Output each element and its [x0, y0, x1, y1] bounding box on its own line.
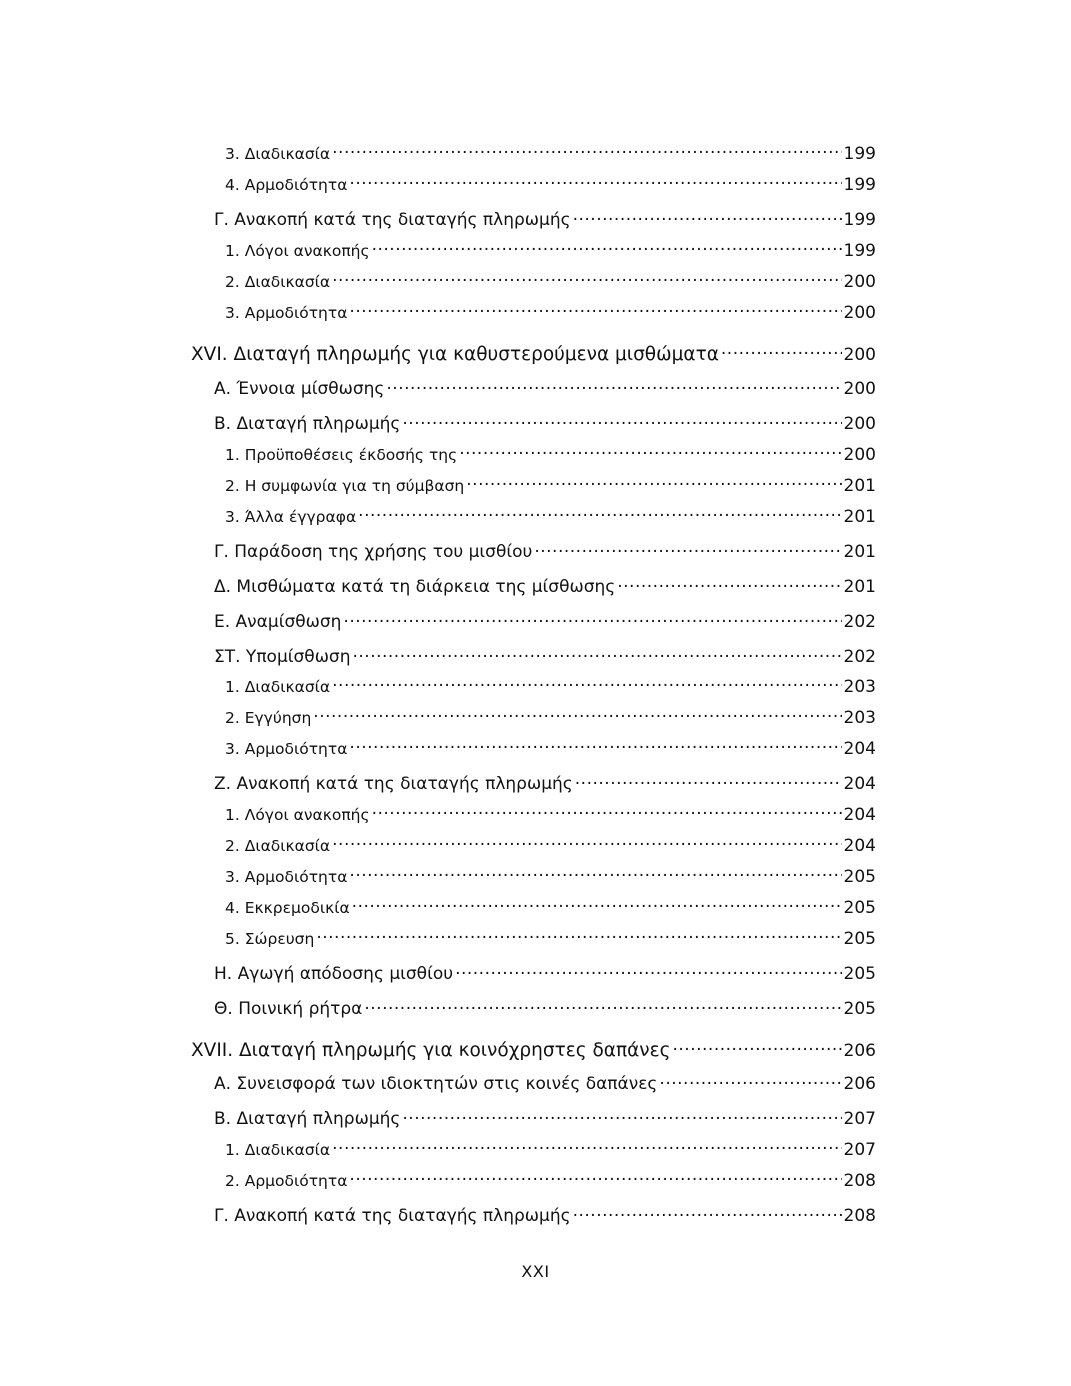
toc-entry-page: 202	[843, 612, 876, 632]
toc-entry-title: XVI. Διαταγή πληρωμής για καθυστερούμενα μισθώματα	[191, 343, 719, 365]
toc-entry-page: 202	[843, 647, 876, 667]
toc-entry-page: 199	[843, 240, 876, 261]
toc-entry-title: 1. Διαδικασία	[225, 677, 331, 696]
toc-entry	[225, 707, 876, 728]
toc-entry	[214, 645, 876, 667]
toc-entry-page: 200	[843, 414, 876, 434]
toc-entry-title: 2. Αρμοδιότητα	[225, 1171, 348, 1190]
dot-leader	[402, 412, 841, 429]
toc-entry	[225, 1170, 876, 1191]
dot-leader	[386, 377, 841, 394]
toc-entry-page: 204	[843, 835, 876, 856]
toc-entry	[225, 1139, 876, 1160]
toc-entry-page: 205	[843, 866, 876, 887]
dot-leader	[349, 738, 841, 754]
dot-leader	[349, 1170, 841, 1186]
toc-entry-page: 200	[843, 444, 876, 465]
dot-leader	[455, 962, 841, 979]
dot-leader	[343, 610, 841, 627]
toc-entry-title: 3. Αρμοδιότητα	[225, 303, 348, 322]
toc-chapter-entry	[191, 1037, 876, 1061]
toc-entry	[225, 240, 876, 261]
toc-entry-title: 4. Αρμοδιότητα	[225, 175, 348, 194]
dot-leader	[617, 575, 841, 592]
dot-leader	[402, 1107, 841, 1124]
toc-entry-page: 207	[843, 1139, 876, 1160]
toc-entry-title: 3. Διαδικασία	[225, 144, 331, 163]
toc-entry	[214, 1072, 876, 1094]
toc-entry-title: 1. Λόγοι ανακοπής	[225, 241, 370, 260]
page-number: XXI	[521, 1262, 550, 1281]
toc-entry	[225, 271, 876, 292]
toc-entry-title: Δ. Μισθώματα κατά τη διάρκεια της μίσθωσης	[214, 577, 616, 597]
toc-entry	[214, 610, 876, 632]
dot-leader	[534, 540, 841, 557]
toc-entry	[225, 676, 876, 697]
toc-entry-title: 2. Εγγύηση	[225, 708, 312, 727]
toc-entry-title: 4. Εκκρεμοδικία	[225, 898, 350, 917]
toc-entry-page: 207	[843, 1109, 876, 1129]
toc-entry	[214, 575, 876, 597]
toc-entry-title: Γ. Ανακοπή κατά της διαταγής πληρωμής	[214, 1206, 571, 1226]
toc-entry-title: 5. Σώρευση	[225, 929, 315, 948]
toc-entry	[225, 738, 876, 759]
toc-entry-page: 205	[843, 928, 876, 949]
toc-entry	[225, 174, 876, 195]
toc-entry-page: 201	[843, 475, 876, 496]
dot-leader	[349, 174, 841, 190]
toc-entry-page: 208	[843, 1170, 876, 1191]
dot-leader	[349, 302, 841, 318]
toc-entry	[214, 377, 876, 399]
toc-entry-page: 200	[843, 379, 876, 399]
toc-entry-page: 205	[843, 964, 876, 984]
toc-entry-page: 200	[843, 302, 876, 323]
dot-leader	[659, 1072, 841, 1089]
toc-entry-page: 203	[843, 676, 876, 697]
dot-leader	[364, 997, 841, 1014]
dot-leader	[332, 271, 841, 287]
toc-entry-title: 2. Διαδικασία	[225, 272, 331, 291]
toc-entry-title: Γ. Παράδοση της χρήσης του μισθίου	[214, 542, 533, 562]
toc-entry-page: 200	[843, 271, 876, 292]
dot-leader	[372, 804, 842, 820]
toc-entry	[225, 866, 876, 887]
toc-entry-page: 201	[843, 577, 876, 597]
toc-entry-title: 3. Άλλα έγγραφα	[225, 507, 357, 526]
dot-leader	[332, 676, 841, 692]
toc-entry-page: 206	[843, 1040, 876, 1061]
toc-entry-page: 203	[843, 707, 876, 728]
toc-entry	[225, 302, 876, 323]
toc-entry	[214, 962, 876, 984]
toc-entry	[214, 772, 876, 794]
toc-entry	[225, 506, 876, 527]
toc-entry-title: Γ. Ανακοπή κατά της διαταγής πληρωμής	[214, 210, 571, 230]
dot-leader	[573, 1204, 842, 1221]
toc-entry	[225, 804, 876, 825]
dot-leader	[352, 645, 841, 662]
dot-leader	[316, 928, 841, 944]
toc-entry	[225, 143, 876, 164]
toc-entry	[214, 540, 876, 562]
dot-leader	[332, 1139, 841, 1155]
dot-leader	[313, 707, 841, 723]
dot-leader	[349, 866, 841, 882]
toc-entry	[214, 1204, 876, 1226]
toc-entry	[214, 1107, 876, 1129]
toc-entry-title: 3. Αρμοδιότητα	[225, 867, 348, 886]
toc-entry-page: 204	[843, 738, 876, 759]
dot-leader	[721, 341, 842, 360]
toc-entry-page: 205	[843, 999, 876, 1019]
toc-entry-page: 206	[843, 1074, 876, 1094]
toc-entry-title: Β. Διαταγή πληρωμής	[214, 414, 401, 434]
dot-leader	[332, 835, 841, 851]
toc-entry-title: Θ. Ποινική ρήτρα	[214, 999, 363, 1019]
toc-entry	[225, 928, 876, 949]
dot-leader	[575, 772, 842, 789]
toc-chapter-entry	[191, 341, 876, 365]
toc-entry-page: 201	[843, 542, 876, 562]
toc-entry-title: Β. Διαταγή πληρωμής	[214, 1109, 401, 1129]
dot-leader	[459, 444, 841, 460]
toc-entry-page: 205	[843, 897, 876, 918]
toc-entry-title: 1. Διαδικασία	[225, 1140, 331, 1159]
toc-entry	[225, 835, 876, 856]
toc-entry	[214, 412, 876, 434]
toc-entry	[225, 475, 876, 496]
toc-entry	[225, 444, 876, 465]
toc-entry	[214, 208, 876, 230]
toc-entry-title: Η. Αγωγή απόδοσης μισθίου	[214, 964, 454, 984]
dot-leader	[332, 143, 841, 159]
toc-entry-page: 199	[843, 174, 876, 195]
toc-entry-title: Α. Έννοια μίσθωσης	[214, 379, 385, 399]
dot-leader	[358, 506, 841, 522]
dot-leader	[352, 897, 842, 913]
toc-entry-title: 2. Η συμφωνία για τη σύμβαση	[225, 476, 465, 495]
toc-entry-title: XVII. Διαταγή πληρωμής για κοινόχρηστες δαπάνες	[191, 1039, 671, 1061]
toc-entry-page: 201	[843, 506, 876, 527]
toc-entry-title: Α. Συνεισφορά των ιδιοκτητών στις κοινές δαπάνες	[214, 1074, 658, 1094]
toc-entry-title: Ζ. Ανακοπή κατά της διαταγής πληρωμής	[214, 774, 573, 794]
toc-entry-title: Ε. Αναμίσθωση	[214, 612, 342, 632]
dot-leader	[573, 208, 842, 225]
toc-entry-page: 199	[843, 143, 876, 164]
toc-entry-title: 3. Αρμοδιότητα	[225, 739, 348, 758]
toc-entry-page: 208	[843, 1206, 876, 1226]
dot-leader	[673, 1037, 842, 1056]
toc-entry-page: 200	[843, 344, 876, 365]
toc-entry-page: 204	[843, 774, 876, 794]
toc-entry-title: 2. Διαδικασία	[225, 836, 331, 855]
toc-entry	[214, 997, 876, 1019]
toc-entry-page: 204	[843, 804, 876, 825]
dot-leader	[466, 475, 841, 491]
toc-entry-title: 1. Λόγοι ανακοπής	[225, 805, 370, 824]
dot-leader	[372, 240, 842, 256]
toc-entry-title: ΣΤ. Υπομίσθωση	[214, 647, 351, 667]
toc-entry-page: 199	[843, 210, 876, 230]
toc-entry	[225, 897, 876, 918]
toc-entry-title: 1. Προϋποθέσεις έκδοσής της	[225, 445, 458, 464]
